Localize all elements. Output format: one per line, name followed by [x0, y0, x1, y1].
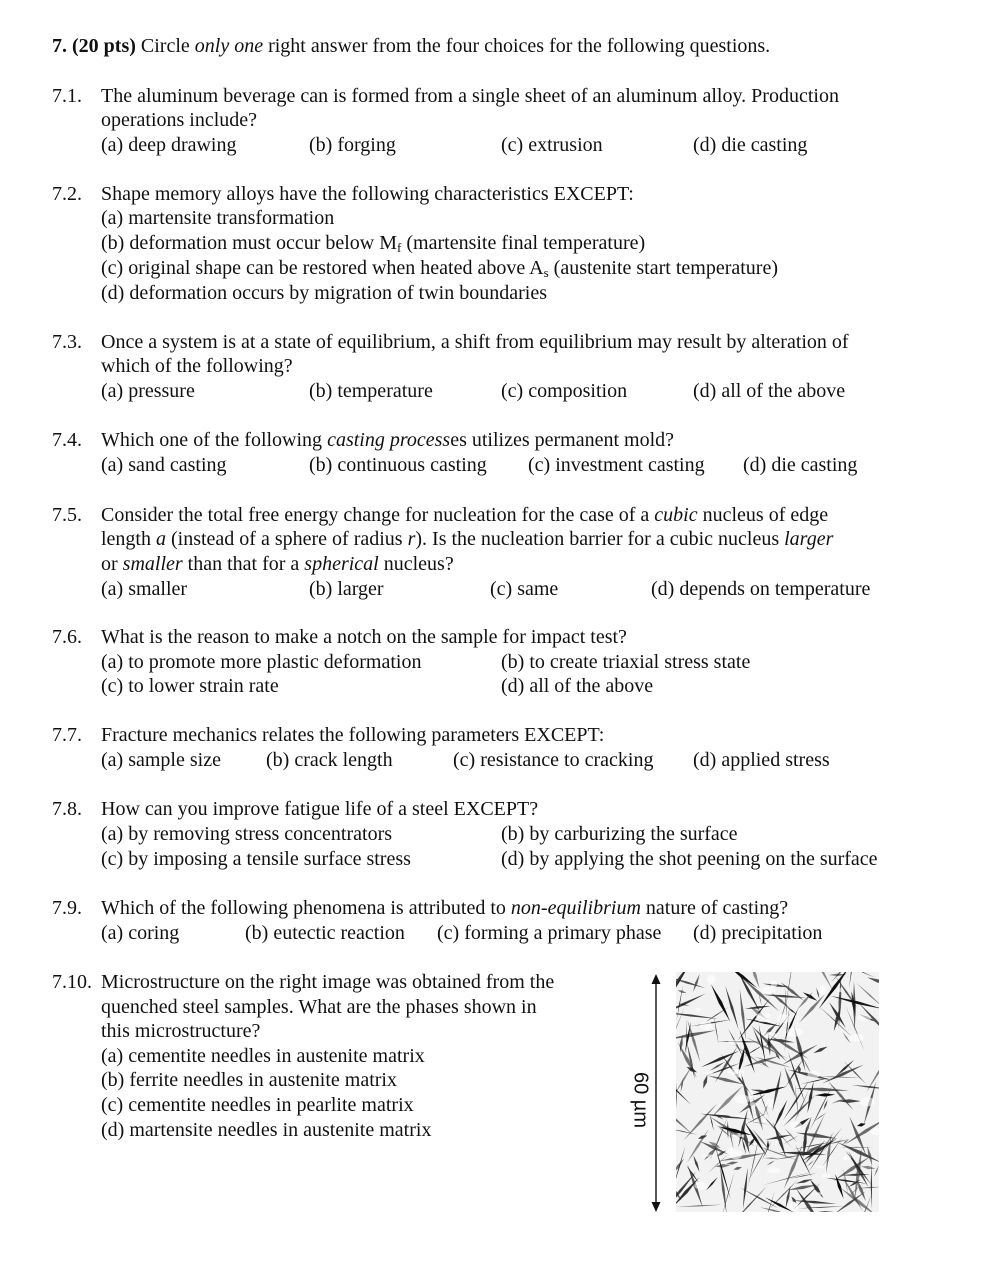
q9-stem-line1: Which of the following phenomena is attributed to non-equilibrium nature of casting? [101, 897, 789, 919]
q6-option-d[interactable]: (d) all of the above [501, 675, 654, 697]
q3-option-b[interactable]: (b) temperature [309, 380, 433, 402]
q8-number: 7.8. [52, 798, 82, 820]
q1-option-d[interactable]: (d) die casting [693, 134, 808, 156]
q8-option-a[interactable]: (a) by removing stress concentrators [101, 823, 393, 845]
matrix-patch [842, 1156, 851, 1161]
q3-option-d[interactable]: (d) all of the above [693, 380, 846, 402]
matrix-patch [819, 985, 826, 994]
matrix-patch [703, 1071, 713, 1074]
matrix-patch [756, 1013, 771, 1019]
matrix-patch [700, 1021, 712, 1030]
q2-option-b[interactable]: (b) deformation must occur below $M_f$ (martensite final temperature) [101, 232, 646, 255]
q8-option-d[interactable]: (d) by applying the shot peening on the surface [501, 848, 878, 870]
matrix-patch [734, 1095, 749, 1104]
q3-stem-line1: Once a system is at a state of equilibrium, a shift from equilibrium may result by alteration of [101, 331, 849, 353]
matrix-patch [787, 1027, 803, 1036]
q10-option-a[interactable]: (a) cementite needles in austenite matrix [101, 1045, 425, 1067]
q9-option-a[interactable]: (a) coring [101, 922, 180, 944]
matrix-patch [771, 980, 777, 988]
q1-stem-line1: The aluminum beverage can is formed from a single sheet of an aluminum alloy. Production [101, 85, 839, 107]
q1-option-b[interactable]: (b) forging [309, 134, 396, 156]
matrix-patch [837, 988, 844, 992]
q6-number: 7.6. [52, 626, 82, 648]
q10-option-c[interactable]: (c) cementite needles in pearlite matrix [101, 1094, 414, 1116]
matrix-patch [762, 987, 776, 994]
matrix-patch [766, 1098, 773, 1107]
q6-option-c[interactable]: (c) to lower strain rate [101, 675, 279, 697]
matrix-patch [807, 1071, 820, 1079]
q5-option-b[interactable]: (b) larger [309, 578, 384, 600]
q7-option-d[interactable]: (d) applied stress [693, 749, 830, 771]
matrix-patch [728, 1147, 736, 1154]
q5-stem-line2: length a (instead of a sphere of radius r). Is the nucleation barrier for a cubic nucleus larger [101, 528, 834, 550]
matrix-patch [728, 1040, 742, 1045]
q1-number: 7.1. [52, 85, 82, 107]
matrix-patch [702, 1155, 716, 1157]
q5-option-c[interactable]: (c) same [490, 578, 559, 600]
q2-option-a[interactable]: (a) martensite transformation [101, 207, 335, 229]
q2-option-c[interactable]: (c) original shape can be restored when heated above $A_s$ (austenite start temperature) [101, 257, 778, 280]
q10-stem-line3: this microstructure? [101, 1020, 261, 1042]
q4-option-d[interactable]: (d) die casting [743, 454, 858, 476]
q4-option-a[interactable]: (a) sand casting [101, 454, 227, 476]
matrix-patch [767, 1167, 780, 1173]
q10-option-b[interactable]: (b) ferrite needles in austenite matrix [101, 1069, 397, 1091]
q4-number: 7.4. [52, 429, 82, 451]
matrix-patch [849, 1034, 864, 1042]
matrix-patch [857, 1015, 871, 1021]
matrix-patch [816, 1166, 825, 1168]
matrix-patch [789, 1121, 802, 1129]
q9-option-d[interactable]: (d) precipitation [693, 922, 823, 944]
q7-option-a[interactable]: (a) sample size [101, 749, 221, 771]
matrix-patch [731, 1134, 744, 1137]
matrix-patch [762, 1116, 766, 1123]
matrix-patch [788, 1202, 798, 1212]
matrix-patch [763, 1032, 777, 1038]
question-header [52, 34, 770, 59]
q10-stem-line2: quenched steel samples. What are the phases shown in [101, 996, 537, 1018]
q6-option-a[interactable]: (a) to promote more plastic deformation [101, 651, 422, 673]
matrix-patch [860, 1097, 876, 1106]
q3-option-a[interactable]: (a) pressure [101, 380, 195, 402]
matrix-patch [758, 1020, 771, 1023]
matrix-patch [727, 1068, 741, 1074]
q5-number: 7.5. [52, 504, 82, 526]
header-emphasis: only one [194, 35, 264, 57]
q8-stem-line1: How can you improve fatigue life of a steel EXCEPT? [101, 798, 539, 820]
header-text-a: Circle [135, 35, 195, 57]
q1-stem-line2: operations include? [101, 109, 258, 131]
q4-option-b[interactable]: (b) continuous casting [309, 454, 487, 476]
q9-option-b[interactable]: (b) eutectic reaction [245, 922, 405, 944]
q10-option-d[interactable]: (d) martensite needles in austenite matrix [101, 1119, 432, 1141]
matrix-patch [694, 1182, 707, 1190]
matrix-patch [816, 1192, 823, 1195]
q7-number: 7.7. [52, 724, 82, 746]
q7-option-b[interactable]: (b) crack length [266, 749, 393, 771]
q2-option-d[interactable]: (d) deformation occurs by migration of twin boundaries [101, 282, 547, 304]
q9-number: 7.9. [52, 897, 82, 919]
q5-stem-line3: or smaller than that for a spherical nucleus? [101, 553, 454, 575]
q4-option-c[interactable]: (c) investment casting [528, 454, 705, 476]
microstructure-image [676, 972, 879, 1212]
q5-option-a[interactable]: (a) smaller [101, 578, 188, 600]
matrix-patch [775, 1140, 779, 1143]
matrix-patch [729, 1115, 741, 1117]
q10-number: 7.10. [52, 971, 92, 993]
q5-stem-line1: Consider the total free energy change for nucleation for the case of a cubic nucleus of edge [101, 504, 829, 526]
matrix-patch [750, 1102, 758, 1107]
q7-option-c[interactable]: (c) resistance to cracking [453, 749, 654, 771]
question-points: (20 pts) [72, 35, 136, 57]
question-number: 7. [52, 35, 67, 57]
q2-number: 7.2. [52, 183, 82, 205]
q3-number: 7.3. [52, 331, 82, 353]
q9-option-c[interactable]: (c) forming a primary phase [437, 922, 662, 944]
q8-option-c[interactable]: (c) by imposing a tensile surface stress [101, 848, 411, 870]
q3-option-c[interactable]: (c) composition [501, 380, 628, 402]
q4-stem-line1: Which one of the following casting processes utilizes permanent mold? [101, 429, 675, 451]
matrix-patch [777, 1014, 791, 1023]
scale-arrow-up-icon [652, 974, 661, 984]
q6-option-b[interactable]: (b) to create triaxial stress state [501, 651, 751, 673]
q2-stem-line1: Shape memory alloys have the following characteristics EXCEPT: [101, 183, 634, 205]
q1-option-a[interactable]: (a) deep drawing [101, 134, 237, 156]
q5-option-d[interactable]: (d) depends on temperature [651, 578, 871, 600]
q8-option-b[interactable]: (b) by carburizing the surface [501, 823, 738, 845]
scale-label: 60 µm [629, 1072, 652, 1128]
header-text-b: right answer from the four choices for the following questions. [263, 35, 771, 57]
q7-stem-line1: Fracture mechanics relates the following parameters EXCEPT: [101, 724, 605, 746]
scale-arrow-down-icon [652, 1202, 661, 1212]
q1-option-c[interactable]: (c) extrusion [501, 134, 603, 156]
matrix-patch [707, 974, 716, 983]
matrix-patch [822, 1174, 830, 1179]
q6-stem-line1: What is the reason to make a notch on the sample for impact test? [101, 626, 627, 648]
matrix-patch [695, 1008, 701, 1011]
q3-stem-line2: which of the following? [101, 355, 293, 377]
q10-stem-line1: Microstructure on the right image was obtained from the [101, 971, 555, 993]
